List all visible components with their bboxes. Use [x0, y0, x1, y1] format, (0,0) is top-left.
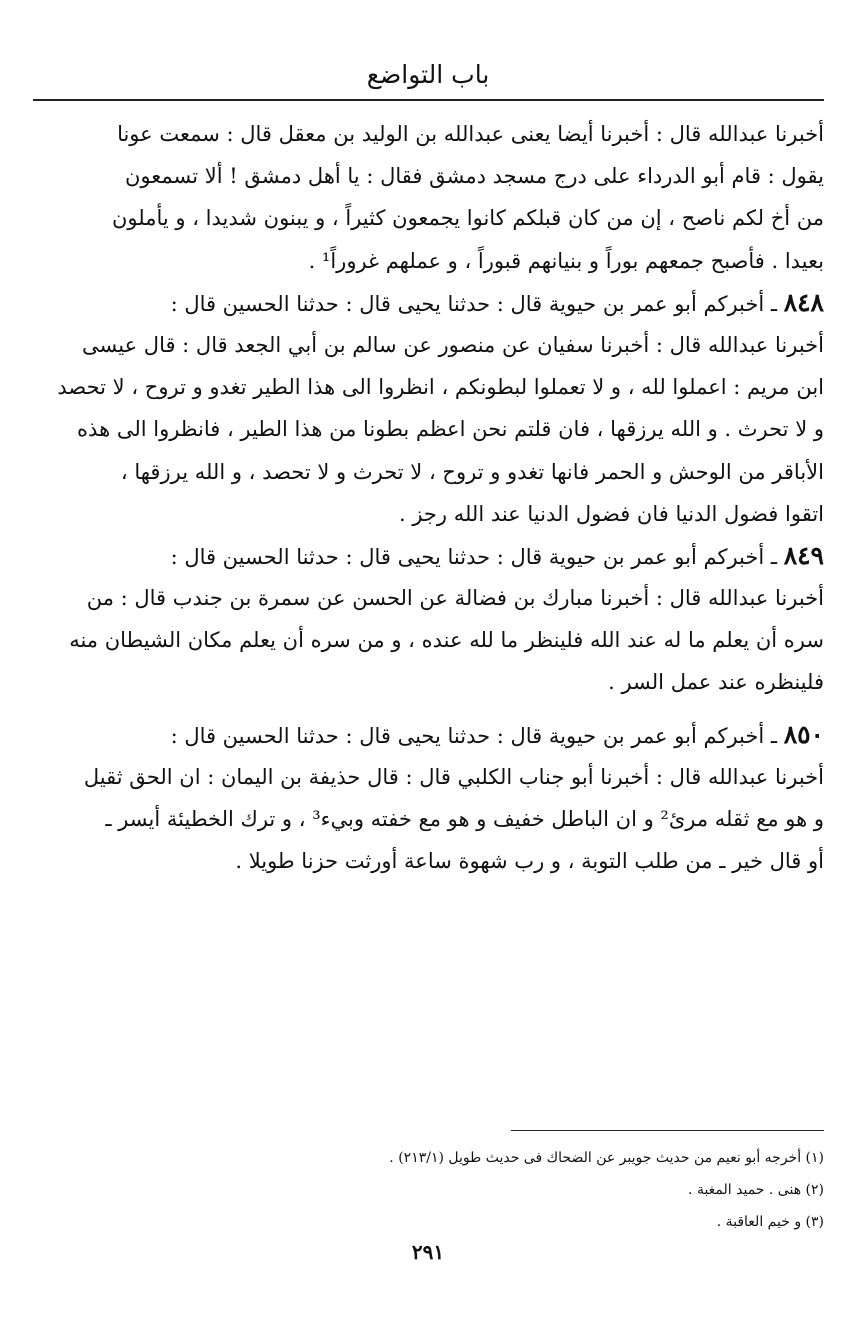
text-line: ابن مريم : اعملوا لله ، و لا تعملوا لبطونكم ، انظروا الى هذا الطير تغدو و تروح ، لا تحصد	[57, 375, 824, 400]
text-line: و هو مع ثقله مرئ² و ان الباطل خفيف و هو مع خفته وبيء³ ، و ترك الخطيئة أيسر ـ	[105, 807, 824, 831]
chapter-title: باب التواضع	[366, 60, 490, 89]
text-line: الأباقر من الوحش و الحمر فانها تغدو و تروح ، لا تحرث و لا تحصد ، و الله يرزقها ،	[120, 459, 824, 484]
hadith-848-heading	[33, 282, 824, 324]
hadith-849-heading	[33, 535, 824, 577]
text-line: و لا تحرث . و الله يرزقها ، فان قلتم نحن اعظم بطونا من هذا الطير ، فانظروا الى هذه	[77, 417, 824, 442]
hadith-number: ٨٤٨	[783, 287, 824, 317]
hadith-850-heading	[33, 714, 824, 756]
page-number: ٢٩١	[411, 1240, 445, 1264]
text-line: أو قال خير ـ من طلب التوبة ، و رب شهوة ساعة أورثت حزنا طويلا .	[235, 849, 824, 874]
text-line: فلينظره عند عمل السر .	[608, 670, 824, 695]
text-line: يقول : قام أبو الدرداء على درج مسجد دمشق فقال : يا أهل دمشق ! ألا تسمعون	[125, 164, 824, 189]
footnotes	[300, 1142, 824, 1238]
text-line: أخبرنا عبدالله قال : أخبرنا مبارك بن فضالة عن الحسن عن سمرة بن جندب قال : من	[86, 586, 824, 611]
text-line: بعيدا . فأصبح جمعهم بوراً و بنيانهم قبوراً ، و عملهم غروراً¹ .	[308, 248, 824, 273]
text-line: سره أن يعلم ما له عند الله فلينظر ما لله عنده ، و من سره أن يعلم مكان الشيطان منه	[69, 628, 824, 653]
text-line: أخبرنا عبدالله قال : أخبرنا سفيان عن منصور عن سالم بن أبي الجعد قال : قال عيسى	[82, 332, 824, 357]
text-line: أخبرنا عبدالله قال : أخبرنا أبو جناب الكلبي قال : قال حذيفة بن اليمان : ان الحق ثقيل	[83, 764, 824, 789]
isnad-text: ـ أخبركم أبو عمر بن حيوية قال : حدثنا يحيى قال : حدثنا الحسين قال :	[170, 291, 778, 316]
hadith-number: ٨٥٠	[783, 719, 824, 749]
hadith-number: ٨٤٩	[783, 540, 824, 570]
footnote: (١) أخرجه أبو نعيم من حديث جويبر عن الضحاك فى حديث طويل (٢١٣/١) .	[389, 1150, 824, 1166]
header-rule	[33, 99, 824, 101]
footnote: (٣) و خيم العاقبة .	[716, 1214, 824, 1230]
footnote-rule	[511, 1130, 824, 1131]
main-text	[33, 113, 824, 882]
text-line: من أخ لكم ناصح ، إن من كان قبلكم كانوا يجمعون كثيراً ، و يبنون شديدا ، و يأملون	[112, 206, 824, 231]
text-line: اتقوا فضول الدنيا فان فضول الدنيا عند الله رجز .	[398, 501, 824, 526]
text-line: أخبرنا عبدالله قال : أخبرنا أيضا يعنى عبدالله بن الوليد بن معقل قال : سمعت عونا	[117, 122, 824, 146]
isnad-text: ـ أخبركم أبو عمر بن حيوية قال : حدثنا يحيى قال : حدثنا الحسين قال :	[170, 544, 778, 569]
isnad-text: ـ أخبركم أبو عمر بن حيوية قال : حدثنا يحيى قال : حدثنا الحسين قال :	[170, 723, 778, 748]
footnote: (٢) هنى . حميد المغبة .	[688, 1182, 824, 1198]
